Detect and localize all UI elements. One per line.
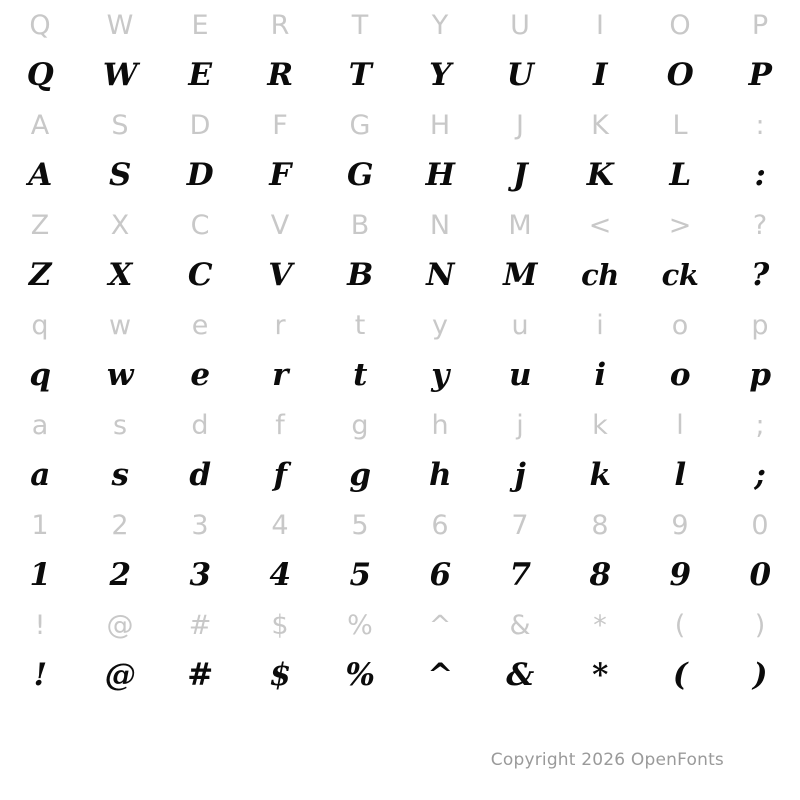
sample-glyph-cell: o xyxy=(669,356,691,393)
key-glyph-cell: : xyxy=(755,109,765,141)
sample-glyph-cell: ) xyxy=(752,656,768,693)
sample-glyph-cell: s xyxy=(111,456,129,493)
key-glyph-cell: H xyxy=(429,109,451,141)
key-glyph-cell: r xyxy=(274,309,286,341)
sample-glyph-cell: R xyxy=(267,56,293,93)
sample-glyph-cell: ? xyxy=(751,256,769,293)
key-glyph-cell: p xyxy=(751,309,769,341)
key-glyph-cell: t xyxy=(354,309,366,341)
sample-glyph-cell: Z xyxy=(28,256,52,293)
sample-glyph-cell: 4 xyxy=(269,556,291,593)
key-glyph-cell: N xyxy=(429,209,451,241)
sample-glyph-cell: y xyxy=(431,356,449,393)
key-glyph-cell: d xyxy=(191,409,209,441)
sample-glyph-cell: F xyxy=(269,156,291,193)
key-glyph-cell: S xyxy=(111,109,129,141)
key-glyph-row xyxy=(0,200,800,250)
sample-glyph-cell: P xyxy=(748,56,772,93)
sample-glyph-cell: 6 xyxy=(429,556,451,593)
key-glyph-row xyxy=(0,300,800,350)
sample-glyph-cell: t xyxy=(353,356,367,393)
sample-glyph-cell: 1 xyxy=(29,556,51,593)
sample-glyph-cell: 2 xyxy=(109,556,131,593)
sample-glyph-cell: a xyxy=(30,456,50,493)
sample-glyph-row xyxy=(0,150,800,200)
key-glyph-cell: o xyxy=(671,309,689,341)
key-glyph-cell: L xyxy=(672,109,688,141)
sample-glyph-cell: I xyxy=(592,56,607,93)
copyright-notice: Copyright 2026 OpenFonts xyxy=(490,750,724,770)
sample-glyph-cell: 0 xyxy=(749,556,771,593)
sample-glyph-cell: S xyxy=(109,156,131,193)
sample-glyph-cell: : xyxy=(754,156,766,193)
key-glyph-cell: P xyxy=(751,9,769,41)
sample-glyph-cell: 7 xyxy=(509,556,531,593)
key-glyph-cell: R xyxy=(270,9,290,41)
sample-glyph-cell: i xyxy=(594,356,606,393)
sample-glyph-cell: h xyxy=(428,456,452,493)
key-glyph-cell: s xyxy=(112,409,128,441)
sample-glyph-cell: O xyxy=(666,56,694,93)
key-glyph-cell: B xyxy=(350,209,370,241)
sample-glyph-row xyxy=(0,350,800,400)
key-glyph-cell: X xyxy=(110,209,130,241)
key-glyph-cell: < xyxy=(588,209,612,241)
sample-glyph-cell: G xyxy=(347,156,373,193)
sample-glyph-cell: d xyxy=(189,456,211,493)
key-glyph-cell: 2 xyxy=(111,509,129,541)
key-glyph-cell: h xyxy=(431,409,449,441)
key-glyph-cell: * xyxy=(593,609,607,641)
sample-glyph-cell: ( xyxy=(672,656,688,693)
key-glyph-cell: ) xyxy=(754,609,766,641)
sample-glyph-row xyxy=(0,250,800,300)
key-glyph-cell: 9 xyxy=(671,509,689,541)
sample-glyph-cell: N xyxy=(426,256,454,293)
sample-glyph-cell: # xyxy=(187,656,213,693)
sample-glyph-cell: k xyxy=(589,456,611,493)
key-glyph-cell: 3 xyxy=(191,509,209,541)
key-glyph-cell: I xyxy=(596,9,604,41)
sample-glyph-cell: D xyxy=(186,156,214,193)
sample-glyph-cell: g xyxy=(349,456,371,493)
key-glyph-cell: # xyxy=(188,609,212,641)
key-glyph-cell: V xyxy=(270,209,290,241)
key-glyph-cell: ( xyxy=(674,609,686,641)
key-glyph-cell: ; xyxy=(755,409,765,441)
key-glyph-cell: 5 xyxy=(351,509,369,541)
key-glyph-cell: M xyxy=(508,209,532,241)
key-glyph-cell: 8 xyxy=(591,509,609,541)
key-glyph-cell: y xyxy=(432,309,448,341)
key-glyph-cell: D xyxy=(189,109,211,141)
key-glyph-cell: Q xyxy=(29,9,51,41)
key-glyph-cell: 7 xyxy=(511,509,529,541)
key-glyph-cell: 1 xyxy=(31,509,49,541)
key-glyph-cell: u xyxy=(511,309,529,341)
key-glyph-cell: 0 xyxy=(751,509,769,541)
sample-glyph-cell: K xyxy=(586,156,614,193)
key-glyph-cell: ^ xyxy=(428,609,452,641)
key-glyph-cell: J xyxy=(516,109,524,141)
key-glyph-cell: ! xyxy=(34,609,46,641)
key-glyph-cell: j xyxy=(516,409,524,441)
key-glyph-row xyxy=(0,0,800,50)
key-glyph-cell: Z xyxy=(30,209,50,241)
sample-glyph-row xyxy=(0,550,800,600)
key-glyph-row xyxy=(0,500,800,550)
key-glyph-cell: @ xyxy=(106,609,134,641)
sample-glyph-cell: C xyxy=(187,256,213,293)
sample-glyph-cell: ch xyxy=(581,257,619,292)
key-glyph-cell: l xyxy=(676,409,684,441)
sample-glyph-cell: $ xyxy=(269,656,291,693)
sample-glyph-cell: ; xyxy=(754,456,766,493)
key-glyph-cell: > xyxy=(668,209,692,241)
key-glyph-cell: C xyxy=(190,209,210,241)
sample-glyph-cell: M xyxy=(503,256,537,293)
sample-glyph-cell: & xyxy=(506,656,534,693)
key-glyph-cell: i xyxy=(596,309,604,341)
sample-glyph-cell: B xyxy=(347,256,373,293)
sample-glyph-cell: 9 xyxy=(669,556,691,593)
sample-glyph-cell: f xyxy=(273,456,287,493)
sample-glyph-cell: T xyxy=(348,56,372,93)
key-glyph-cell: Y xyxy=(431,9,449,41)
sample-glyph-cell: L xyxy=(669,156,691,193)
sample-glyph-row xyxy=(0,450,800,500)
key-glyph-cell: e xyxy=(191,309,209,341)
sample-glyph-cell: J xyxy=(512,156,528,193)
key-glyph-cell: a xyxy=(31,409,49,441)
sample-glyph-cell: H xyxy=(425,156,455,193)
sample-glyph-cell: W xyxy=(102,56,138,93)
sample-glyph-cell: 5 xyxy=(349,556,371,593)
key-glyph-row xyxy=(0,100,800,150)
sample-glyph-row xyxy=(0,50,800,100)
key-glyph-cell: ? xyxy=(752,209,768,241)
sample-glyph-cell: w xyxy=(106,356,134,393)
sample-glyph-cell: j xyxy=(514,456,526,493)
sample-glyph-cell: Y xyxy=(429,56,451,93)
key-glyph-cell: & xyxy=(509,609,531,641)
sample-glyph-cell: X xyxy=(108,256,132,293)
sample-glyph-cell: E xyxy=(188,56,212,93)
sample-glyph-cell: r xyxy=(272,356,288,393)
key-glyph-cell: W xyxy=(106,9,134,41)
key-glyph-cell: F xyxy=(272,109,288,141)
key-glyph-cell: T xyxy=(351,9,369,41)
sample-glyph-cell: q xyxy=(29,356,51,393)
key-glyph-cell: f xyxy=(275,409,285,441)
key-glyph-cell: 6 xyxy=(431,509,449,541)
key-glyph-cell: q xyxy=(31,309,49,341)
key-glyph-cell: g xyxy=(351,409,369,441)
key-glyph-cell: G xyxy=(349,109,371,141)
sample-glyph-cell: e xyxy=(190,356,210,393)
key-glyph-cell: O xyxy=(669,9,691,41)
sample-glyph-cell: p xyxy=(749,356,771,393)
sample-glyph-cell: ! xyxy=(33,656,47,693)
key-glyph-cell: w xyxy=(108,309,132,341)
sample-glyph-cell: V xyxy=(268,256,292,293)
key-glyph-cell: % xyxy=(347,609,373,641)
sample-glyph-cell: 3 xyxy=(189,556,211,593)
sample-glyph-cell: Q xyxy=(26,56,54,93)
key-glyph-cell: 4 xyxy=(271,509,289,541)
sample-glyph-cell: ck xyxy=(661,257,699,292)
key-glyph-cell: A xyxy=(30,109,50,141)
key-glyph-row xyxy=(0,400,800,450)
key-glyph-row xyxy=(0,600,800,650)
key-glyph-cell: K xyxy=(591,109,609,141)
sample-glyph-cell: u xyxy=(508,356,532,393)
sample-glyph-cell: l xyxy=(674,456,686,493)
sample-glyph-row xyxy=(0,650,800,700)
sample-glyph-cell: U xyxy=(506,56,534,93)
sample-glyph-cell: @ xyxy=(104,656,136,693)
sample-glyph-cell: % xyxy=(345,656,375,693)
key-glyph-cell: k xyxy=(592,409,608,441)
sample-glyph-cell: * xyxy=(592,656,608,693)
key-glyph-cell: E xyxy=(191,9,209,41)
key-glyph-cell: $ xyxy=(271,609,289,641)
sample-glyph-cell: A xyxy=(28,156,52,193)
sample-glyph-cell: ^ xyxy=(427,656,453,693)
key-glyph-cell: U xyxy=(510,9,530,41)
sample-glyph-cell: 8 xyxy=(589,556,611,593)
